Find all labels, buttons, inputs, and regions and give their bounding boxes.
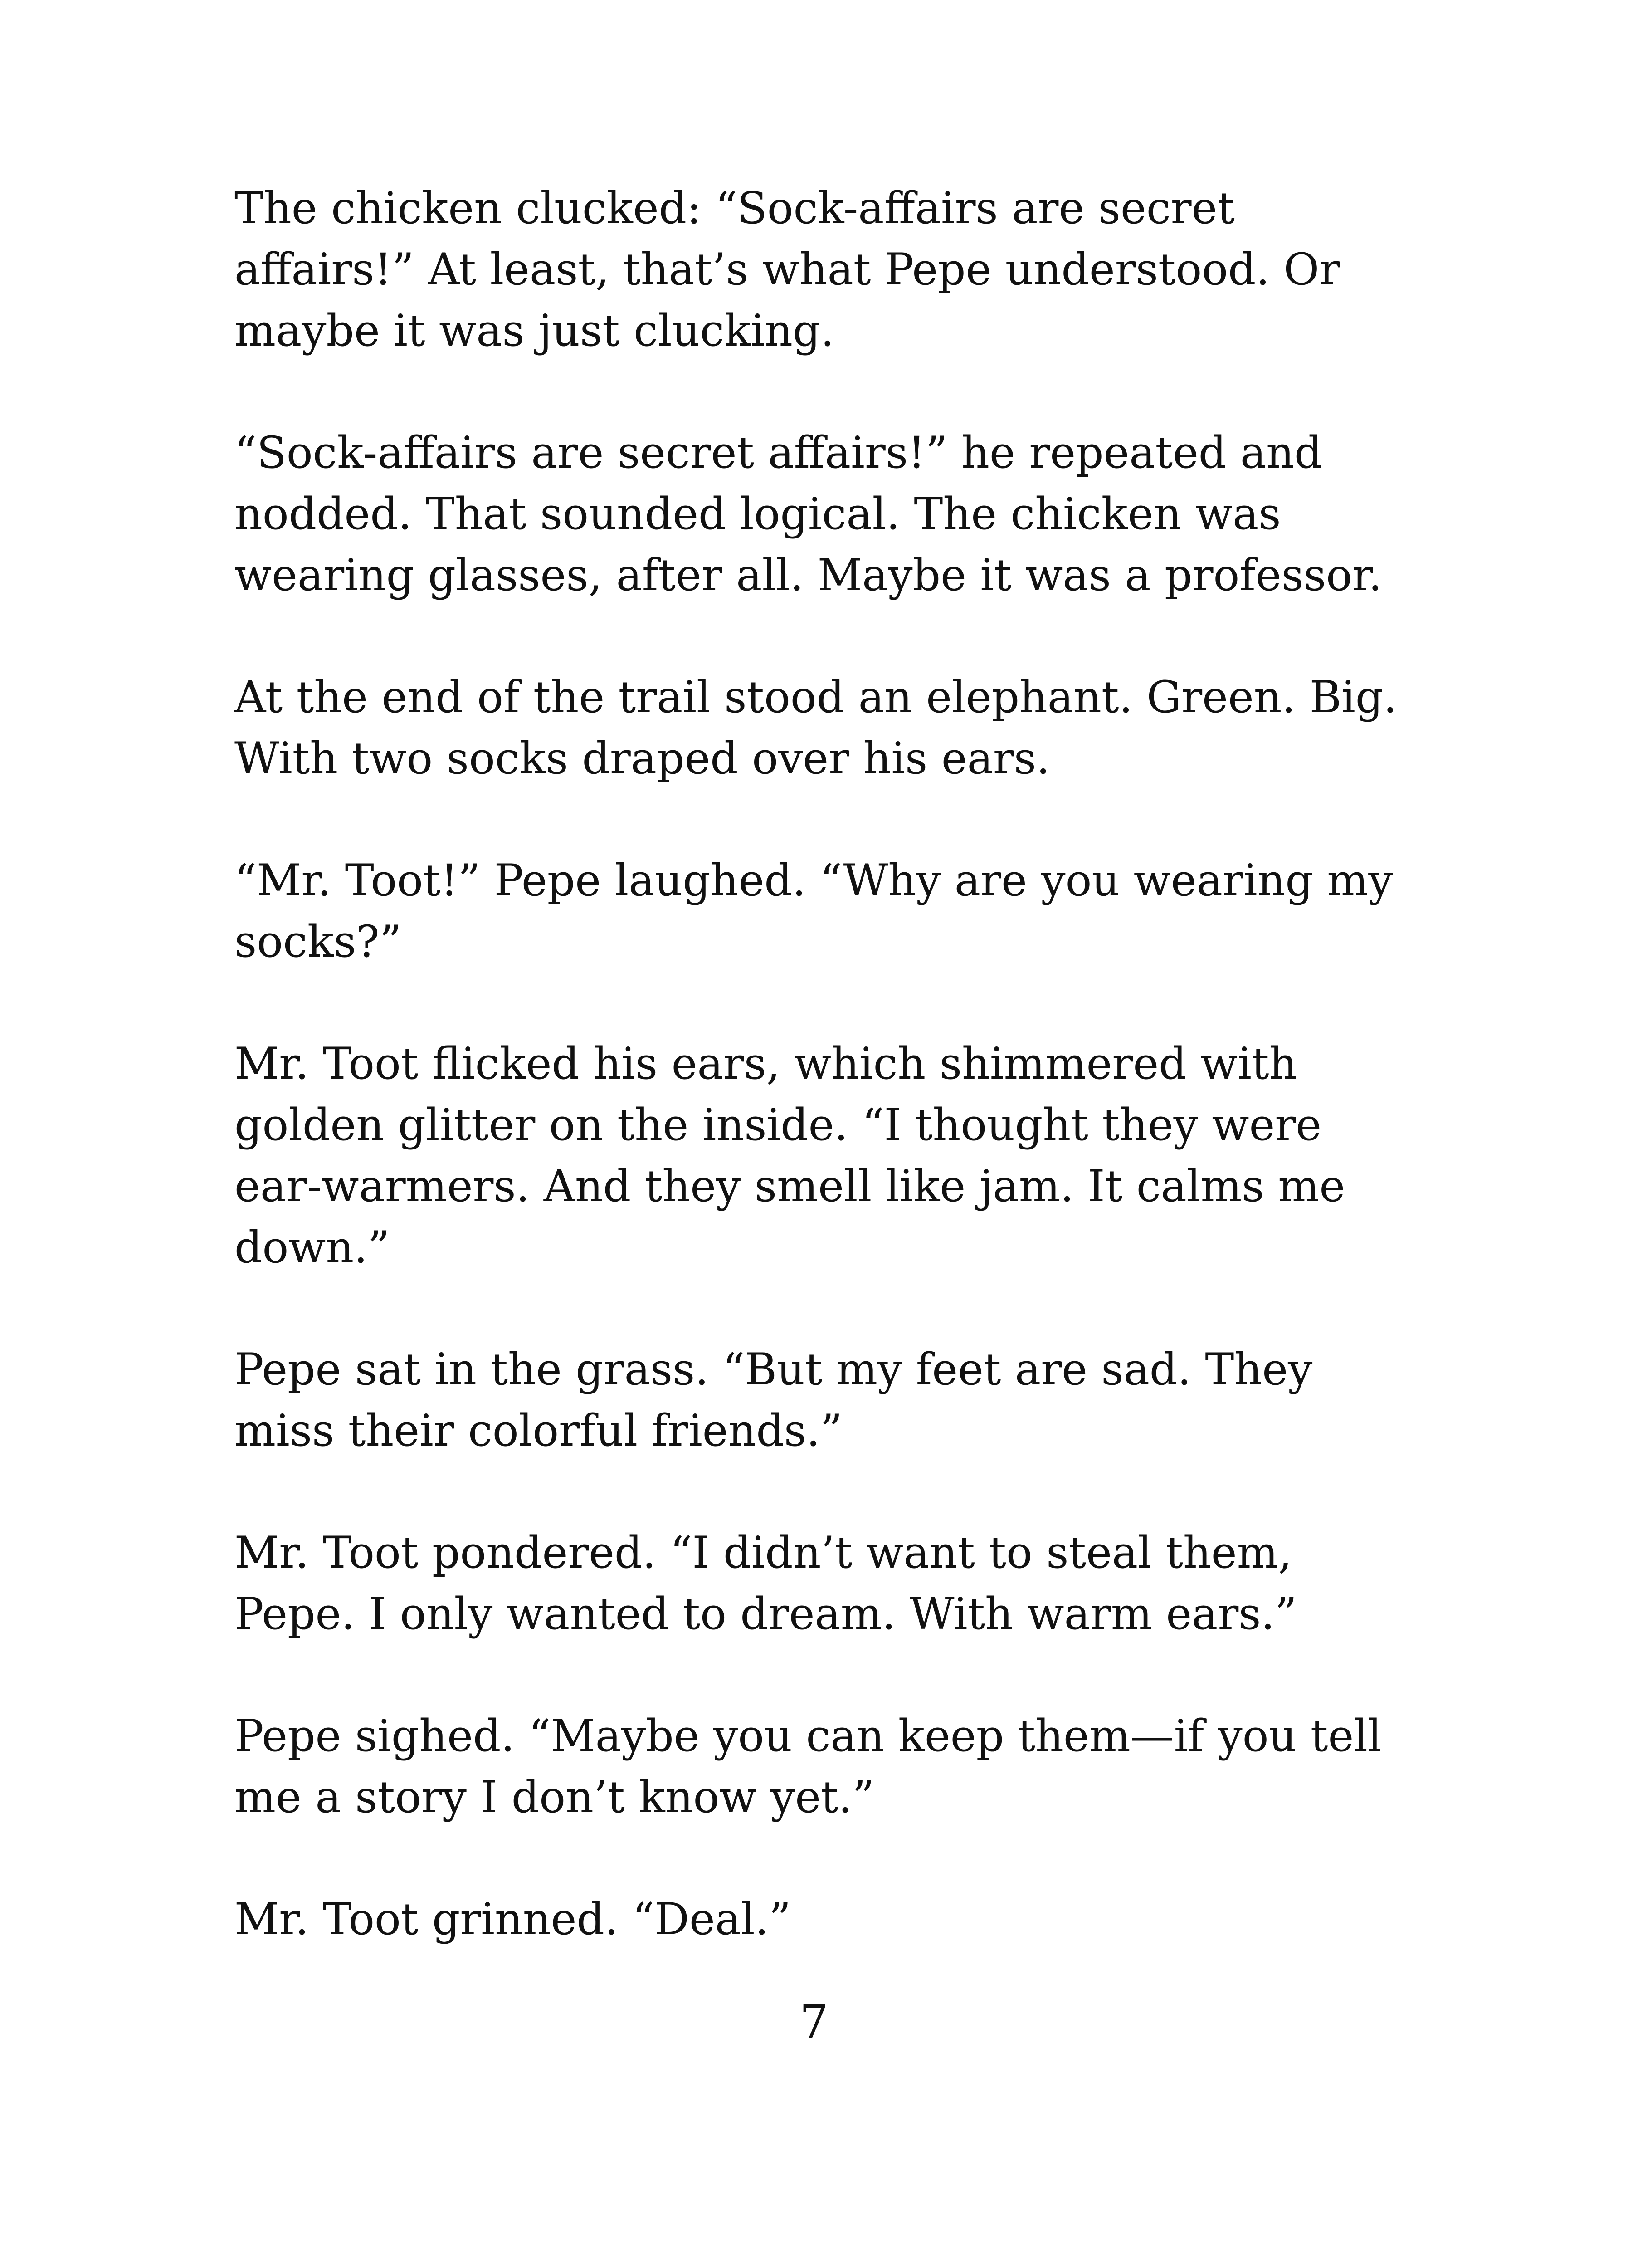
page-number: 7 [799,1995,829,2048]
paragraph-1: The chicken clucked: “Sock-affairs are secret affairs!” At least, that’s what Pepe understood. Or maybe it was just clucking. [234,183,1340,356]
paragraph-9: Mr. Toot grinned. “Deal.” [234,1894,791,1945]
paragraph-4: “Mr. Toot!” Pepe laughed. “Why are you wearing my socks?” [234,855,1393,967]
paragraph-5: Mr. Toot flicked his ears, which shimmered with golden glitter on the inside. “I thought they were ear-warmers. And they smell like jam. It calms me down.” [234,1038,1345,1273]
story-text [234,178,1414,2011]
paragraph-8: Pepe sighed. “Maybe you can keep them—if you tell me a story I don’t know yet.” [234,1711,1382,1823]
paragraph-2: “Sock-affairs are secret affairs!” he repeated and nodded. That sounded logical. The chicken was wearing glasses, after all. Maybe it was a professor. [234,427,1382,601]
paragraph-7: Mr. Toot pondered. “I didn’t want to steal them, Pepe. I only wanted to dream. With warm ears.” [234,1527,1297,1639]
paragraph-6: Pepe sat in the grass. “But my feet are sad. They miss their colorful friends.” [234,1344,1313,1456]
paragraph-3: At the end of the trail stood an elephant. Green. Big. With two socks draped over his ears. [234,672,1397,784]
